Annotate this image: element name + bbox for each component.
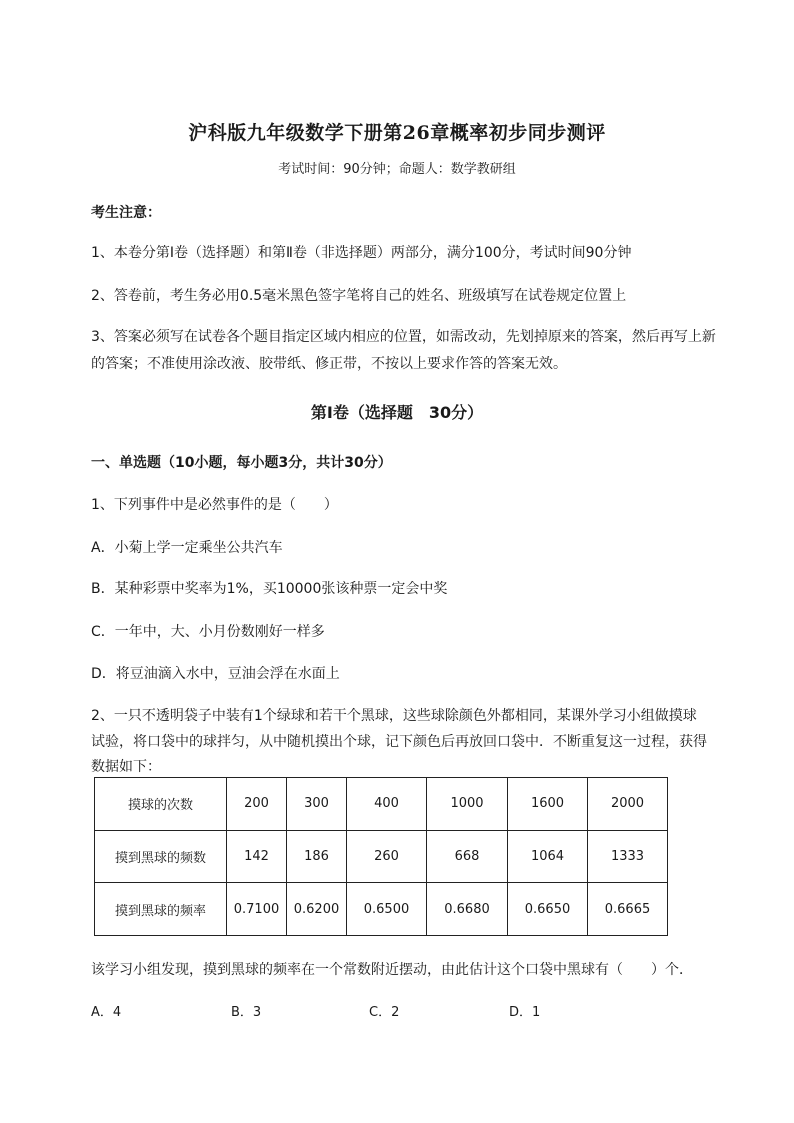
table-cell: 142 (227, 830, 287, 883)
question-2-option-d: D．1 (509, 1005, 541, 1020)
table-cell: 0.6200 (287, 883, 347, 936)
table-cell: 260 (347, 830, 427, 883)
table-cell: 1000 (427, 778, 508, 831)
question-2-stem: 数据如下： (91, 759, 161, 775)
question-2-stem: 2、一只不透明袋子中装有1个绿球和若干个黑球，这些球除颜色外都相同，某课外学习小组做摸球 (91, 708, 697, 724)
question-2-option-c: C．2 (369, 1005, 400, 1020)
row-header: 摸球的次数 (95, 778, 227, 831)
row-header: 摸到黑球的频率 (95, 883, 227, 936)
table-cell: 668 (427, 830, 508, 883)
row-header: 摸到黑球的频数 (95, 830, 227, 883)
notice-heading: 考生注意： (91, 205, 161, 221)
table-cell: 200 (227, 778, 287, 831)
table-cell: 2000 (588, 778, 668, 831)
table-cell: 1333 (588, 830, 668, 883)
table-cell: 1600 (508, 778, 588, 831)
table-row (95, 778, 668, 831)
question-2-stem: 试验，将口袋中的球拌匀，从中随机摸出个球，记下颜色后再放回口袋中．不断重复这一过程，获得 (91, 734, 707, 750)
part-heading: 一、单选题（10小题，每小题3分，共计30分） (91, 455, 392, 471)
question-1-option-d: D．将豆油滴入水中，豆油会浮在水面上 (91, 666, 340, 682)
notice-item: 2、答卷前，考生务必用0.5毫米黑色签字笔将自己的姓名、班级填写在试卷规定位置上 (91, 288, 627, 304)
notice-item-continued: 的答案；不准使用涂改液、胶带纸、修正带，不按以上要求作答的答案无效。 (91, 356, 567, 372)
question-2-option-a: A．4 (91, 1005, 122, 1020)
table-cell: 0.6665 (588, 883, 668, 936)
page-title: 沪科版九年级数学下册第26章概率初步同步测评 (188, 122, 606, 144)
table-cell: 0.6500 (347, 883, 427, 936)
exam-info: 考试时间：90分钟；命题人：数学教研组 (278, 162, 516, 177)
question-2-followup: 该学习小组发现，摸到黑球的频率在一个常数附近摆动，由此估计这个口袋中黑球有（ ）个． (91, 962, 693, 978)
table-cell: 300 (287, 778, 347, 831)
table-cell: 186 (287, 830, 347, 883)
table-cell: 0.6680 (427, 883, 508, 936)
question-1-option-b: B．某种彩票中奖率为1%，买10000张该种票一定会中奖 (91, 581, 448, 597)
notice-item: 3、答案必须写在试卷各个题目指定区域内相应的位置，如需改动，先划掉原来的答案，然后再写上新 (91, 329, 716, 345)
table-cell: 1064 (508, 830, 588, 883)
section-title: 第Ⅰ卷（选择题 30分） (310, 403, 484, 422)
question-1-option-a: A．小菊上学一定乘坐公共汽车 (91, 540, 283, 556)
table-row (95, 830, 668, 883)
table-cell: 0.6650 (508, 883, 588, 936)
table-cell: 0.7100 (227, 883, 287, 936)
data-table (94, 777, 668, 936)
question-1-stem: 1、下列事件中是必然事件的是（ ） (91, 497, 338, 513)
table-row (95, 883, 668, 936)
question-1-option-c: C．一年中，大、小月份数刚好一样多 (91, 624, 325, 640)
table-cell: 400 (347, 778, 427, 831)
notice-item: 1、本卷分第Ⅰ卷（选择题）和第Ⅱ卷（非选择题）两部分，满分100分，考试时间90分钟 (91, 245, 632, 261)
question-2-options (0, 1001, 794, 1021)
question-2-option-b: B．3 (231, 1005, 262, 1020)
